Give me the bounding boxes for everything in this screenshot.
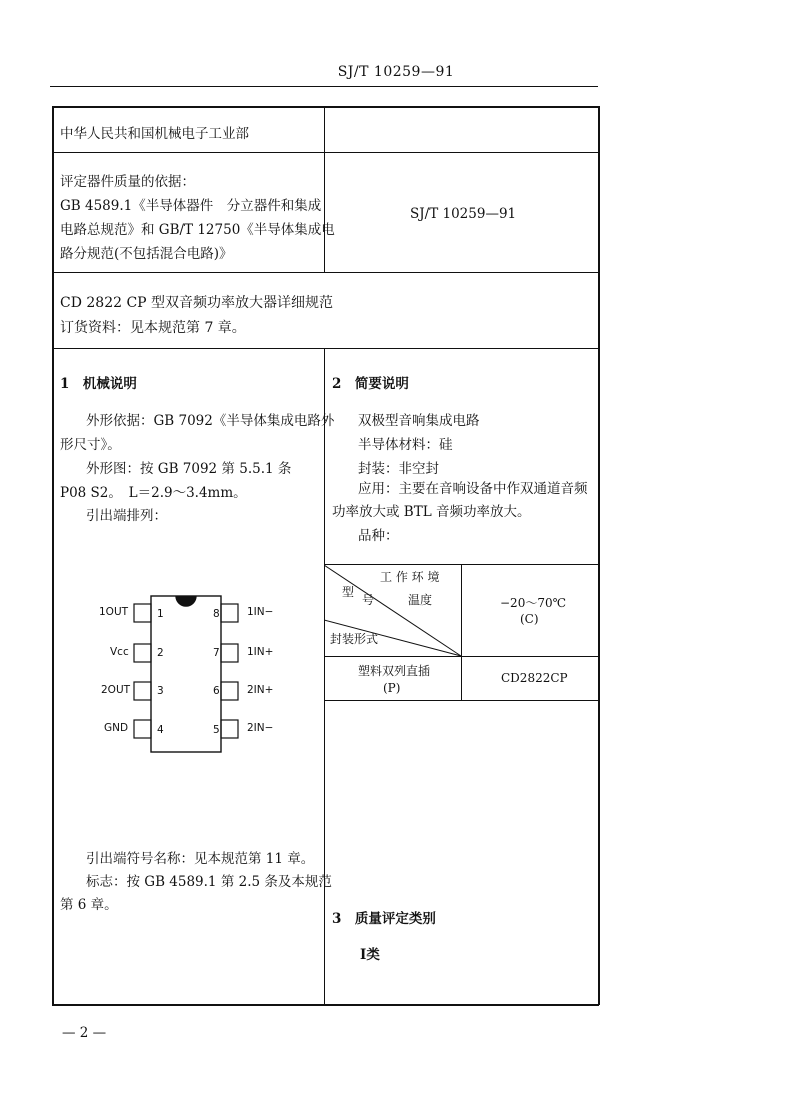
pin-label-5: 2IN−: [247, 722, 274, 734]
pin-label-1: 1OUT: [99, 606, 129, 618]
temp-code: (C): [520, 612, 539, 626]
pin-label-6: 2IN+: [247, 684, 274, 696]
header-rule: [50, 86, 598, 87]
pin-label-7: 1IN+: [247, 646, 274, 658]
row-divider-3: [52, 348, 599, 349]
mechanical-heading: 1 机械说明: [60, 376, 137, 392]
package-name: 塑料双列直插: [358, 664, 431, 678]
doc-code-header: SJ/T 10259—91: [337, 64, 455, 80]
quality-class: Ⅰ类: [360, 947, 380, 963]
frame-left: [52, 106, 54, 1005]
foot-line-3: 第 6 章。: [60, 897, 118, 913]
pin-number-7: 7: [213, 647, 220, 659]
mech-line-4: P08 S2。 L＝2.9～3.4mm。: [60, 485, 247, 501]
summary-heading: 2 简要说明: [332, 376, 409, 392]
quality-heading: 3 质量评定类别: [332, 911, 436, 927]
basis-line-1: GB 4589.1《半导体器件 分立器件和集成: [60, 198, 322, 214]
summary-line-2: 半导体材料：硅: [358, 437, 453, 453]
mech-line-2: 形尺寸》。: [60, 437, 121, 453]
pin-label-3: 2OUT: [101, 684, 131, 696]
header-type-2: 号: [362, 593, 375, 607]
pin-number-5: 5: [213, 724, 220, 736]
order-info: 订货资料：见本规范第 7 章。: [60, 320, 246, 336]
mech-line-3: 外形图：按 GB 7092 第 5.5.1 条: [86, 461, 292, 477]
frame-bottom: [52, 1004, 599, 1006]
header-type-1: 型: [342, 585, 355, 599]
pin-label-4: GND: [104, 722, 129, 734]
row-divider-1: [52, 152, 599, 153]
basis-line-3: 路分规范(不包括混合电路)》: [60, 246, 233, 262]
part-number: CD2822CP: [501, 671, 568, 685]
pin-number-6: 6: [213, 685, 220, 697]
header-package: 封装形式: [330, 632, 379, 646]
ministry-name: 中华人民共和国机械电子工业部: [60, 126, 249, 142]
frame-right: [598, 106, 600, 1005]
spec-title: CD 2822 CP 型双音频功率放大器详细规范: [60, 295, 334, 311]
package-code: (P): [383, 681, 401, 695]
foot-line-1: 引出端符号名称：见本规范第 11 章。: [86, 851, 315, 867]
pin-number-1: 1: [157, 608, 164, 620]
temp-range: −20～70℃: [500, 596, 567, 610]
main-column-divider: [324, 348, 325, 1005]
summary-line-3: 封装：非空封: [358, 461, 439, 477]
pin-label-8: 1IN−: [247, 606, 274, 618]
frame-top: [52, 106, 599, 108]
pin-number-3: 3: [157, 685, 164, 697]
top-column-divider: [324, 106, 325, 273]
header-temp: 温度: [408, 593, 433, 607]
pin-number-8: 8: [213, 608, 220, 620]
page-number: — 2 —: [62, 1025, 107, 1041]
summary-line-5: 功率放大或 BTL 音频功率放大。: [332, 504, 531, 520]
pin-label-2: Vcc: [110, 646, 129, 658]
pin-number-4: 4: [157, 724, 164, 736]
mech-line-5: 引出端排列：: [86, 508, 167, 524]
summary-line-4: 应用：主要在音响设备中作双通道音频: [358, 481, 588, 497]
summary-line-6: 品种：: [358, 528, 399, 544]
row-divider-2: [52, 272, 599, 273]
basis-title: 评定器件质量的依据：: [60, 174, 195, 190]
standard-code: SJ/T 10259—91: [410, 206, 517, 222]
pin-number-2: 2: [157, 647, 164, 659]
mech-line-1: 外形依据：GB 7092《半导体集成电路外: [86, 413, 335, 429]
header-env: 工 作 环 境: [380, 570, 440, 584]
foot-line-2: 标志：按 GB 4589.1 第 2.5 条及本规范: [86, 874, 332, 890]
basis-line-2: 电路总规范》和 GB/T 12750《半导体集成电: [60, 222, 335, 238]
summary-line-1: 双极型音响集成电路: [358, 413, 480, 429]
